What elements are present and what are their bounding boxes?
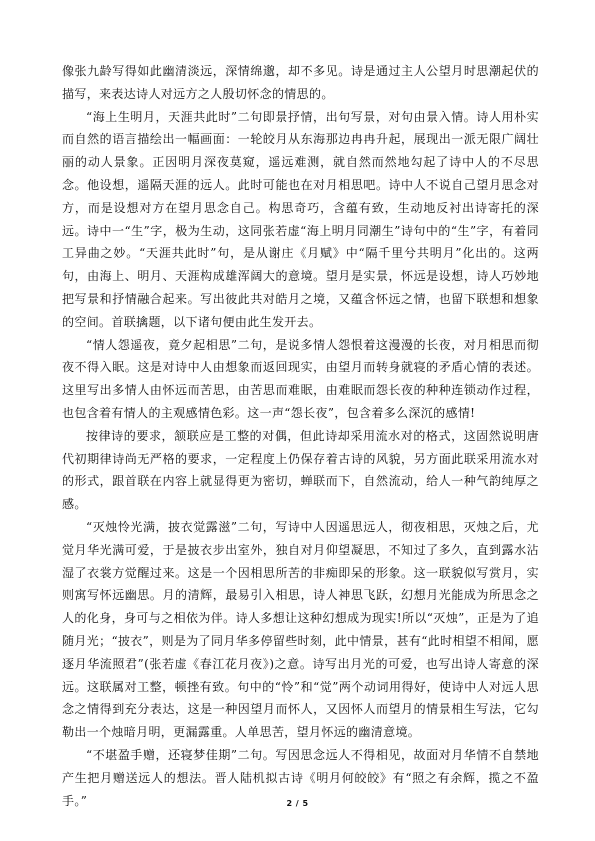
- paragraph-5: “灭烛怜光满，披衣觉露滋”二句，写诗中人因遥思远人，彻夜相思，灭烛之后，尤觉月华光满可爱，于是披衣步出室外，独自对月仰望凝思，不知过了多久，直到露水沾湿了衣裳方觉醒过来。这是一个因相思所苦的非痴即呆的形象。这一联貌似写赏月，实则寓写怀远幽思。月的清辉，最易引入相思，诗人神思飞跃，幻想月光能成为所思念之人的化身，身可与之相依为伴。诗人多想让这种幻想成为现实!所以“灭烛”，正是为了追随月光；“披衣”，则是为了同月华多停留些时刻，此中情景，甚有“此时相望不相闻，愿逐月华流照君”(张若虚《春江花月夜》)之意。诗写出月光的可爱，也写出诗人寄意的深远。这联属对工整，顿挫有致。句中的“怜”和“觉”两个动词用得好，使诗中人对远人思念之情得到充分表达，这是一种因望月而怀人，又因怀人而望月的情景相生写法，它勾勒出一个烛暗月明，更漏露重。人单思苦，望月怀远的幽清意境。: [62, 519, 539, 740]
- paragraph-6: “不堪盈手赠，还寝梦佳期”二句。写因思念远人不得相见，故面对月华情不自禁地产生把月赠送远人的想法。晋人陆机拟古诗《明月何皎皎》有“照之有余辉，揽之不盈手。”: [62, 747, 539, 808]
- page-number: 2 / 5: [286, 799, 309, 808]
- paragraph-2: “海上生明月，天涯共此时”二句即景抒情，出句写景，对句由景入情。诗人用朴实而自然的语言描绘出一幅画面：一轮皎月从东海那边冉冉升起，展现出一派无限广阔壮丽的动人景象。正因明月深夜莫窥，遥远难测，就自然而然地勾起了诗中人的不尽思念。他设想，遥隔天涯的远人。此时可能也在对月相思吧。诗中人不说自己望月思念对方，而是设想对方在望月思念自己。构思奇巧，含蕴有致，生动地反衬出诗寄托的深远。诗中一“生”字，极为生动，这同张若虚“海上明月同潮生”诗句中的“生”字，有着同工异曲之妙。“天涯共此时”句，是从谢庄《月赋》中“隔千里兮共明月”化出的。这两句，由海上、明月、天涯构成雄浑阔大的意境。望月是实景，怀远是设想，诗人巧妙地把写景和抒情融合起来。写出彼此共对皓月之境，又蕴含怀远之情，也留下联想和想象的空间。首联擒题，以下诸句便由此生发开去。: [62, 109, 539, 329]
- paragraph-1: 像张九龄写得如此幽清淡远，深情绵邈，却不多见。诗是通过主人公望月时思潮起伏的描写，来表达诗人对远方之人殷切怀念的情思的。: [62, 64, 539, 101]
- paragraph-4: 按律诗的要求，颔联应是工整的对偶，但此诗却采用流水对的格式，这固然说明唐代初期律诗尚无严格的要求，一定程度上仍保存着古诗的风貌，另方面此联采用流水对的形式，跟首联在内容上就显得更为密切，蝉联而下，自然流动，给人一种气韵纯厚之感。: [62, 428, 539, 512]
- document-body: [62, 60, 539, 812]
- paragraph-3: “情人怨遥夜，竟夕起相思”二句，是说多情人怨恨着这漫漫的长夜，对月相思而彻夜不得入眠。这是对诗中人由想象而返回现实，由望月而转身就寝的矛盾心情的表述。这里写出多情人由怀远而苦思，由苦思而难眠，由难眠而怨长夜的种种连锁动作过程，也包含着有情人的主观感情色彩。这一声“怨长夜”，包含着多么深沉的感情!: [62, 337, 539, 420]
